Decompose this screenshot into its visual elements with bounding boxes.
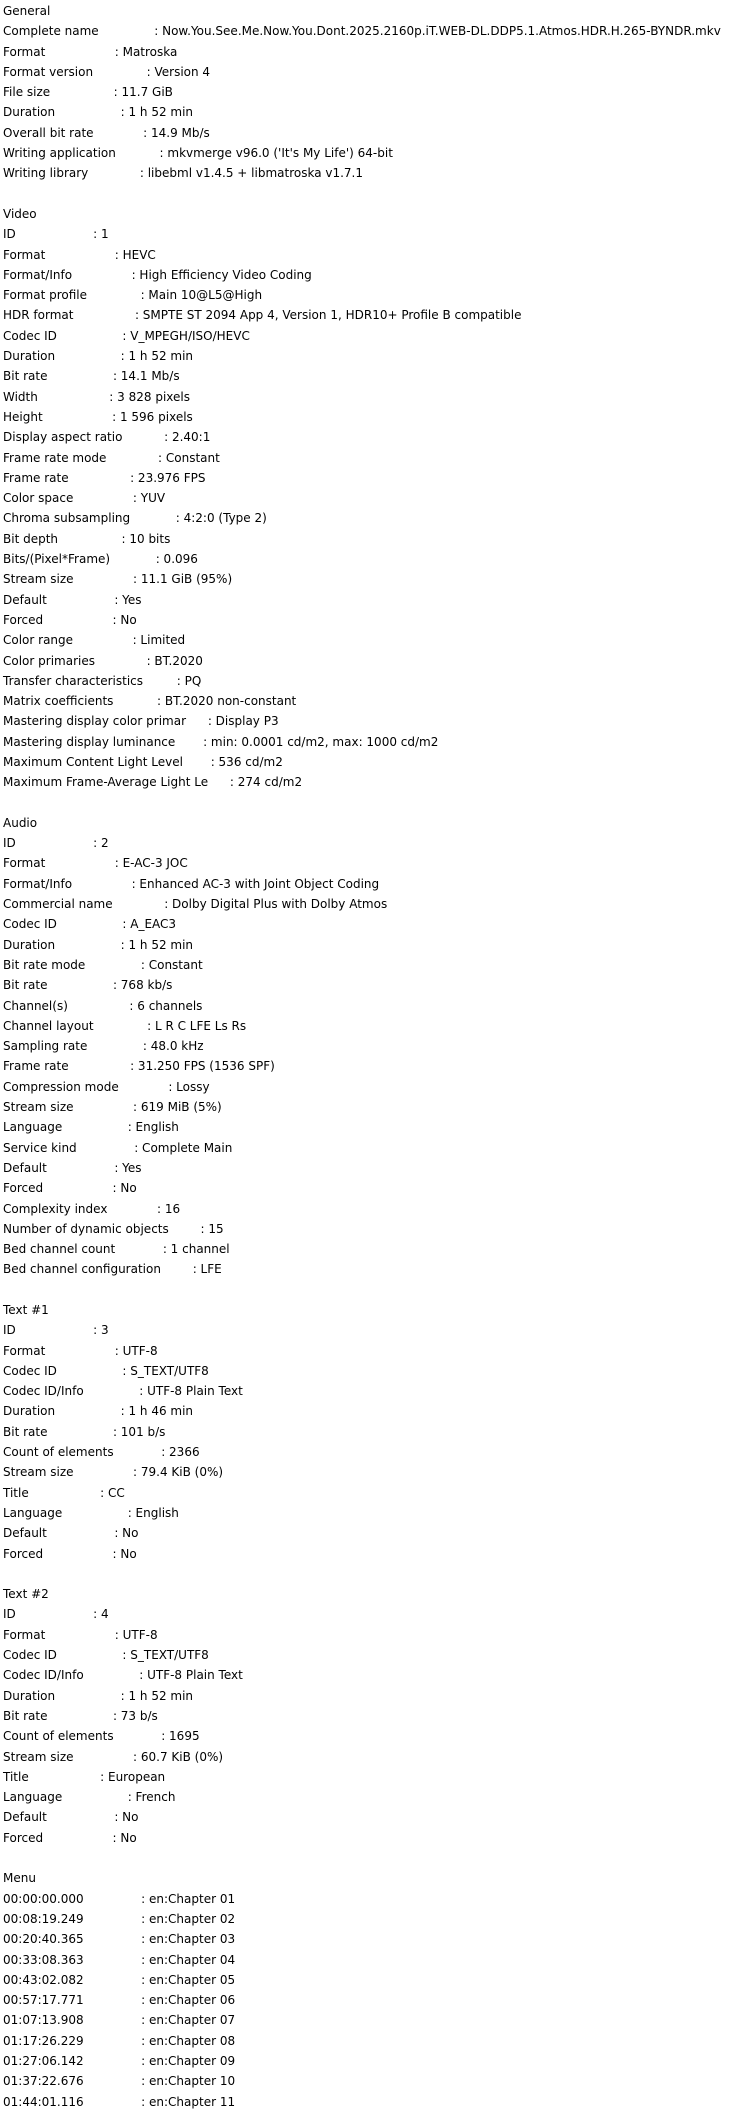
info-label: Mastering display luminance: [3, 734, 176, 749]
info-label: Bits/(Pixel*Frame): [3, 552, 111, 567]
info-label: Format: [3, 1627, 46, 1642]
info-value: : 11.7 GiB: [113, 85, 173, 100]
info-label: Codec ID: [3, 1648, 57, 1663]
info-value: : Enhanced AC-3 with Joint Object Coding: [131, 876, 380, 891]
info-label: 00:20:40.365: [3, 1932, 84, 1947]
info-label: Bit rate: [3, 369, 48, 384]
info-label: Width: [3, 389, 38, 404]
info-value: : 31.250 FPS (1536 SPF): [130, 1059, 275, 1074]
info-label: Format: [3, 247, 46, 262]
section-title: Menu: [3, 1871, 36, 1886]
info-row: [3, 1889, 737, 1909]
info-row: [3, 1706, 737, 1726]
info-row: [3, 1341, 737, 1361]
info-value: : 79.4 KiB (0%): [133, 1465, 224, 1480]
info-row: [3, 1929, 737, 1949]
info-row: [3, 448, 737, 468]
mediainfo-report: [3, 1, 737, 2112]
info-value: : en:Chapter 03: [141, 1932, 236, 1947]
info-row: [3, 1401, 737, 1421]
info-label: Language: [3, 1120, 63, 1135]
info-label: Default: [3, 592, 47, 607]
info-label: Forced: [3, 1546, 44, 1561]
info-value: : 3: [93, 1323, 109, 1338]
info-row: [3, 1361, 737, 1381]
info-value: : 1: [93, 227, 109, 242]
info-label: Frame rate mode: [3, 450, 107, 465]
info-value: : 101 b/s: [112, 1424, 166, 1439]
section-gap: [3, 184, 737, 204]
info-value: : Limited: [132, 633, 186, 648]
info-row: [3, 711, 737, 731]
info-label: 00:43:02.082: [3, 1972, 84, 1987]
info-label: 01:44:01.116: [3, 2094, 84, 2109]
info-label: Mastering display color primar: [3, 714, 186, 729]
info-row: [3, 1097, 737, 1117]
info-row: [3, 1807, 737, 1827]
info-value: : 768 kb/s: [112, 978, 173, 993]
section-gap: [3, 1564, 737, 1584]
info-value: : 6 channels: [129, 998, 203, 1013]
info-value: : 1 h 46 min: [120, 1404, 194, 1419]
info-label: Maximum Content Light Level: [3, 754, 183, 769]
info-value: : mkvmerge v96.0 ('It's My Life') 64-bit: [159, 146, 393, 161]
section-title: Audio: [3, 815, 38, 830]
info-row: [3, 1544, 737, 1564]
section-title: Text #1: [3, 1303, 49, 1317]
info-row: [3, 1625, 737, 1645]
info-label: ID: [3, 1607, 16, 1622]
info-label: Stream size: [3, 1465, 74, 1480]
info-row: [3, 732, 737, 752]
info-row: [3, 1016, 737, 1036]
info-row: [3, 772, 737, 792]
info-row: [3, 1158, 737, 1178]
info-row: [3, 1178, 737, 1198]
info-value: : 1 h 52 min: [120, 937, 194, 952]
info-row: [3, 366, 737, 386]
info-row: [3, 2092, 737, 2112]
info-label: Color space: [3, 491, 74, 506]
info-row: [3, 1665, 737, 1685]
info-label: Chroma subsampling: [3, 511, 131, 526]
info-value: : 1 h 52 min: [120, 105, 194, 120]
info-row: [3, 1219, 737, 1239]
info-row: [3, 1767, 737, 1787]
section-title: General: [3, 4, 51, 18]
info-row: [3, 427, 737, 447]
info-row: [3, 874, 737, 894]
info-row: [3, 1077, 737, 1097]
info-row: [3, 387, 737, 407]
info-value: : Version 4: [146, 64, 211, 79]
info-value: : Dolby Digital Plus with Dolby Atmos: [164, 897, 388, 912]
info-label: Stream size: [3, 1749, 74, 1764]
info-value: : en:Chapter 02: [141, 1911, 236, 1926]
info-value: : 1 h 52 min: [120, 1688, 194, 1703]
info-row: [3, 549, 737, 569]
info-value: : LFE: [192, 1262, 222, 1277]
info-row: [3, 1239, 737, 1259]
info-value: : en:Chapter 10: [141, 2074, 236, 2089]
info-row: [3, 691, 737, 711]
info-label: Duration: [3, 105, 56, 120]
info-row: [3, 651, 737, 671]
info-row: [3, 1036, 737, 1056]
info-value: : Constant: [158, 450, 220, 465]
info-label: Language: [3, 1505, 63, 1520]
info-value: : 14.1 Mb/s: [112, 369, 180, 384]
info-value: : en:Chapter 01: [141, 1891, 236, 1906]
info-value: : en:Chapter 08: [141, 2033, 236, 2048]
info-row: [3, 610, 737, 630]
info-value: : 2: [93, 836, 109, 851]
info-label: 01:07:13.908: [3, 2013, 84, 2028]
info-label: Channel(s): [3, 998, 68, 1013]
info-row: [3, 996, 737, 1016]
info-value: : en:Chapter 11: [141, 2094, 236, 2109]
info-value: : Constant: [140, 957, 203, 972]
info-label: Display aspect ratio: [3, 430, 123, 445]
info-label: Color range: [3, 633, 74, 648]
info-value: : Main 10@L5@High: [140, 288, 263, 303]
info-row: [3, 1828, 737, 1848]
info-row: [3, 1462, 737, 1482]
info-label: Complete name: [3, 24, 99, 39]
info-row: [3, 1138, 737, 1158]
info-row: [3, 2010, 737, 2030]
info-label: Color primaries: [3, 653, 95, 668]
info-value: : E-AC-3 JOC: [114, 856, 188, 871]
info-label: Title: [3, 1485, 29, 1500]
info-row: [3, 1686, 737, 1706]
info-label: 00:08:19.249: [3, 1911, 84, 1926]
info-label: Frame rate: [3, 1059, 69, 1074]
info-row: [3, 1199, 737, 1219]
info-label: Maximum Frame-Average Light Le: [3, 775, 209, 790]
info-label: ID: [3, 836, 16, 851]
info-label: Default: [3, 1810, 47, 1825]
info-row: [3, 1604, 737, 1624]
section-gap: [3, 793, 737, 813]
info-value: : en:Chapter 05: [141, 1972, 236, 1987]
info-value: : No: [114, 1810, 139, 1825]
info-row: [3, 1320, 737, 1340]
info-row: [3, 1950, 737, 1970]
info-label: Sampling rate: [3, 1039, 88, 1054]
info-row: [3, 2031, 737, 2051]
info-label: Duration: [3, 1404, 56, 1419]
info-value: : en:Chapter 09: [141, 2053, 236, 2068]
info-label: 01:37:22.676: [3, 2074, 84, 2089]
info-value: : No: [112, 1546, 137, 1561]
info-row: [3, 955, 737, 975]
info-value: : No: [112, 1830, 137, 1845]
info-value: : 10 bits: [121, 531, 171, 546]
info-label: Forced: [3, 1830, 44, 1845]
info-value: : Now.You.See.Me.Now.You.Dont.2025.2160p.iT.WEB-DL.DDP5.1.Atmos.HDR.H.265-BYNDR.mkv: [154, 24, 721, 39]
info-row: [3, 407, 737, 427]
info-row: [3, 935, 737, 955]
info-row: [3, 1787, 737, 1807]
info-value: : BT.2020: [146, 653, 203, 668]
info-value: : 619 MiB (5%): [133, 1100, 222, 1115]
info-value: : French: [127, 1790, 176, 1805]
info-label: Compression mode: [3, 1079, 119, 1094]
info-value: : 1695: [161, 1729, 200, 1744]
info-label: Bed channel count: [3, 1242, 116, 1257]
info-value: : 11.1 GiB (95%): [133, 572, 233, 587]
info-label: Transfer characteristics: [3, 673, 144, 688]
info-label: Bit rate: [3, 1424, 48, 1439]
section-gap: [3, 1848, 737, 1868]
info-value: : No: [114, 1526, 139, 1541]
info-value: : 274 cd/m2: [229, 775, 303, 790]
info-row: [3, 569, 737, 589]
info-label: Codec ID/Info: [3, 1668, 84, 1683]
info-row: [3, 1747, 737, 1767]
info-value: : 73 b/s: [112, 1708, 158, 1723]
info-value: : UTF-8: [114, 1343, 158, 1358]
info-value: : 1 596 pixels: [112, 409, 193, 424]
info-label: ID: [3, 227, 16, 242]
info-label: Bit depth: [3, 531, 59, 546]
info-value: : English: [127, 1505, 179, 1520]
info-label: Title: [3, 1769, 29, 1784]
info-value: : No: [112, 1181, 137, 1196]
info-label: Format: [3, 1343, 46, 1358]
info-value: : S_TEXT/UTF8: [122, 1363, 209, 1378]
info-label: Writing application: [3, 146, 116, 161]
info-label: 01:17:26.229: [3, 2033, 84, 2048]
info-value: : 1 channel: [162, 1242, 230, 1257]
info-value: : 2.40:1: [164, 430, 211, 445]
info-label: Commercial name: [3, 897, 113, 912]
info-label: Bit rate mode: [3, 957, 86, 972]
info-row: [3, 894, 737, 914]
info-label: HDR format: [3, 308, 74, 323]
info-value: : CC: [100, 1485, 125, 1500]
info-value: : Yes: [114, 592, 142, 607]
info-value: : 4: [93, 1607, 109, 1622]
info-value: : English: [127, 1120, 179, 1135]
info-row: [3, 1990, 737, 2010]
info-row: [3, 326, 737, 346]
info-label: Default: [3, 1160, 47, 1175]
info-row: [3, 305, 737, 325]
info-value: : No: [112, 612, 137, 627]
info-label: Channel layout: [3, 1018, 94, 1033]
info-row: [3, 630, 737, 650]
info-label: Default: [3, 1526, 47, 1541]
info-value: : Yes: [114, 1160, 142, 1175]
info-label: Number of dynamic objects: [3, 1221, 169, 1236]
info-label: ID: [3, 1323, 16, 1338]
info-label: Forced: [3, 612, 44, 627]
info-label: Duration: [3, 937, 56, 952]
info-row: [3, 752, 737, 772]
info-row: [3, 1909, 737, 1929]
info-row: [3, 1442, 737, 1462]
info-row: [3, 42, 737, 62]
info-label: Height: [3, 409, 43, 424]
info-row: [3, 346, 737, 366]
info-label: Frame rate: [3, 470, 69, 485]
info-row: [3, 21, 737, 41]
info-value: : L R C LFE Ls Rs: [147, 1018, 247, 1033]
info-row: [3, 62, 737, 82]
info-value: : UTF-8 Plain Text: [139, 1384, 243, 1399]
info-label: 00:33:08.363: [3, 1952, 84, 1967]
info-label: Matrix coefficients: [3, 694, 114, 709]
info-label: Complexity index: [3, 1201, 108, 1216]
info-value: : V_MPEGH/ISO/HEVC: [122, 328, 250, 343]
info-label: 00:57:17.771: [3, 1993, 84, 2008]
info-value: : 48.0 kHz: [142, 1039, 204, 1054]
info-value: : 1 h 52 min: [120, 349, 194, 364]
info-row: [3, 1503, 737, 1523]
info-label: Format profile: [3, 288, 88, 303]
info-row: [3, 82, 737, 102]
info-value: : Complete Main: [134, 1140, 233, 1155]
info-label: Bit rate: [3, 1708, 48, 1723]
info-value: : A_EAC3: [122, 917, 177, 932]
info-row: [3, 529, 737, 549]
info-value: : min: 0.0001 cd/m2, max: 1000 cd/m2: [203, 734, 439, 749]
info-row: [3, 143, 737, 163]
info-value: : YUV: [132, 491, 166, 506]
info-value: : en:Chapter 04: [141, 1952, 236, 1967]
info-value: : UTF-8: [114, 1627, 158, 1642]
info-row: [3, 1056, 737, 1076]
info-label: Duration: [3, 349, 56, 364]
info-value: : 15: [200, 1221, 224, 1236]
info-label: 00:00:00.000: [3, 1891, 84, 1906]
info-value: : BT.2020 non-constant: [157, 694, 297, 709]
info-row: [3, 1645, 737, 1665]
section-gap: [3, 1280, 737, 1300]
info-value: : en:Chapter 06: [141, 1993, 236, 2008]
info-value: : 23.976 FPS: [130, 470, 206, 485]
info-label: Stream size: [3, 572, 74, 587]
info-value: : 536 cd/m2: [210, 754, 283, 769]
info-value: : UTF-8 Plain Text: [139, 1668, 243, 1683]
info-row: [3, 265, 737, 285]
info-value: : Lossy: [168, 1079, 210, 1094]
info-label: Format/Info: [3, 267, 73, 282]
info-value: : PQ: [176, 673, 202, 688]
info-label: Bit rate: [3, 978, 48, 993]
info-label: Format/Info: [3, 876, 73, 891]
info-row: [3, 914, 737, 934]
info-value: : HEVC: [114, 247, 156, 262]
info-value: : 4:2:0 (Type 2): [175, 511, 267, 526]
info-label: Service kind: [3, 1140, 77, 1155]
info-label: File size: [3, 85, 51, 100]
info-row: [3, 1523, 737, 1543]
info-value: : Display P3: [207, 714, 279, 729]
info-value: : 60.7 KiB (0%): [133, 1749, 224, 1764]
info-label: Forced: [3, 1181, 44, 1196]
info-row: [3, 671, 737, 691]
info-label: Format: [3, 44, 46, 59]
info-label: Codec ID: [3, 917, 57, 932]
section-title: Text #2: [3, 1587, 49, 1602]
info-row: [3, 975, 737, 995]
section-title: Video: [3, 206, 37, 221]
info-value: : SMPTE ST 2094 App 4, Version 1, HDR10+ Profile B compatible: [134, 308, 522, 323]
info-value: : Matroska: [114, 44, 178, 59]
info-row: [3, 1726, 737, 1746]
info-row: [3, 123, 737, 143]
info-row: [3, 1259, 737, 1279]
info-label: Codec ID: [3, 328, 57, 343]
info-row: [3, 833, 737, 853]
info-row: [3, 853, 737, 873]
info-row: [3, 163, 737, 183]
info-row: [3, 102, 737, 122]
info-label: Overall bit rate: [3, 125, 94, 140]
info-value: : libebml v1.4.5 + libmatroska v1.7.1: [139, 166, 363, 181]
info-label: Stream size: [3, 1100, 74, 1115]
info-row: [3, 508, 737, 528]
info-value: : 2366: [161, 1445, 200, 1460]
info-row: [3, 245, 737, 265]
info-label: Duration: [3, 1688, 56, 1703]
info-row: [3, 1422, 737, 1442]
info-value: : European: [100, 1769, 166, 1784]
info-row: [3, 488, 737, 508]
info-label: Format: [3, 856, 46, 871]
info-value: : 16: [157, 1201, 181, 1216]
info-label: Bed channel configuration: [3, 1262, 161, 1277]
info-label: Codec ID: [3, 1363, 57, 1378]
info-label: Codec ID/Info: [3, 1384, 84, 1399]
info-label: Count of elements: [3, 1729, 114, 1744]
info-row: [3, 1117, 737, 1137]
info-row: [3, 2071, 737, 2091]
info-value: : 14.9 Mb/s: [143, 125, 210, 140]
info-row: [3, 468, 737, 488]
info-row: [3, 1483, 737, 1503]
info-row: [3, 2051, 737, 2071]
info-value: : S_TEXT/UTF8: [122, 1648, 209, 1663]
info-row: [3, 590, 737, 610]
info-label: Format version: [3, 64, 94, 79]
info-label: 01:27:06.142: [3, 2053, 84, 2068]
info-value: : 3 828 pixels: [109, 389, 190, 404]
info-row: [3, 224, 737, 244]
info-label: Writing library: [3, 166, 89, 181]
info-value: : High Efficiency Video Coding: [131, 267, 312, 282]
info-row: [3, 1381, 737, 1401]
info-label: Language: [3, 1790, 63, 1805]
info-row: [3, 1970, 737, 1990]
info-row: [3, 285, 737, 305]
info-value: : 0.096: [155, 552, 198, 567]
info-value: : en:Chapter 07: [141, 2013, 236, 2028]
info-label: Count of elements: [3, 1445, 114, 1460]
